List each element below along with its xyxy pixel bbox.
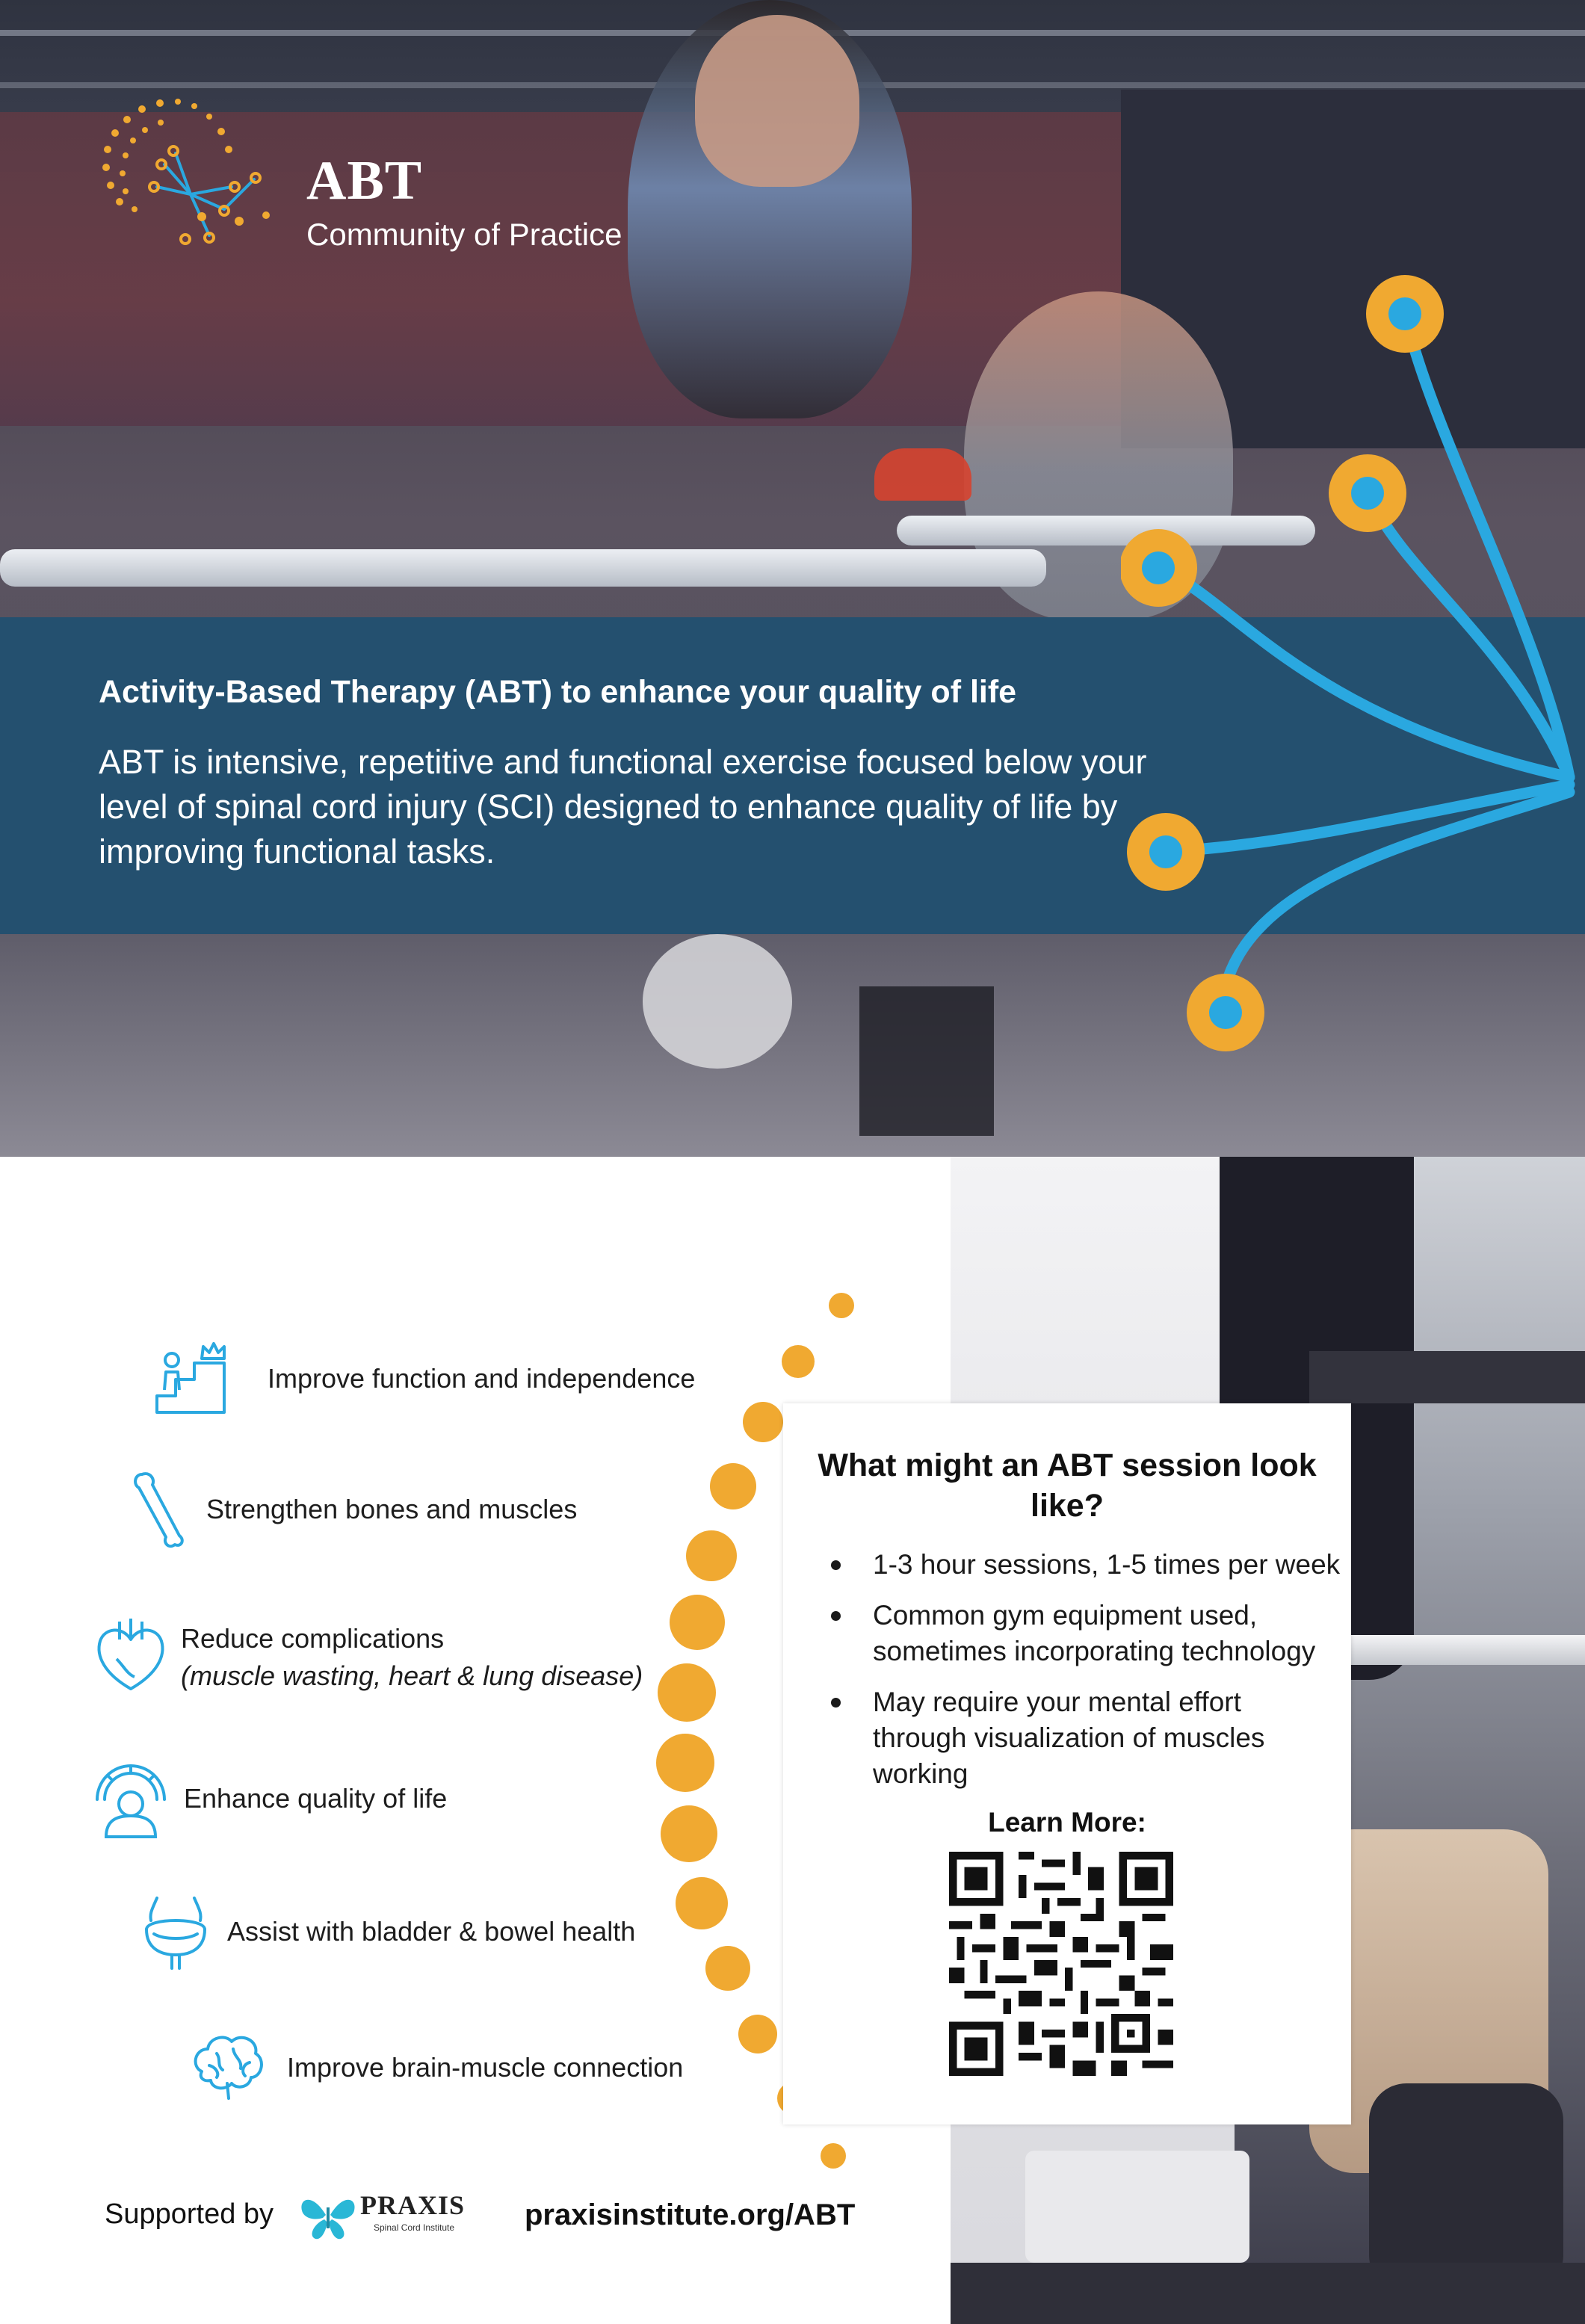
bone-icon xyxy=(120,1468,202,1551)
arc-dot xyxy=(656,1734,714,1792)
benefit-label: Reduce complications xyxy=(181,1623,445,1654)
benefit-label: Improve brain-muscle connection xyxy=(287,2052,684,2083)
abt-logo-icon xyxy=(90,90,299,276)
benefit-item xyxy=(120,1468,577,1551)
arc-dot xyxy=(661,1805,717,1862)
foot-strap xyxy=(1369,2083,1563,2293)
banner-heading: Activity-Based Therapy (ABT) to enhance your quality of life xyxy=(99,674,1017,710)
harness-strap xyxy=(1309,1351,1585,1403)
banner-body: ABT is intensive, repetitive and functional exercise focused below your level of spinal cord injury (SCI) designed to enhance quality of life by improving functional tasks. xyxy=(99,743,1147,871)
red-button xyxy=(874,448,971,501)
knee-pad xyxy=(643,934,792,1069)
arc-dot xyxy=(658,1663,716,1722)
session-card xyxy=(783,1403,1351,2124)
stairs-crown-icon xyxy=(149,1338,232,1420)
logo-subtitle: Community of Practice xyxy=(306,217,622,252)
arc-dot xyxy=(686,1530,737,1581)
session-list-item: Common gym equipment used, sometimes incorporating technology xyxy=(810,1598,1341,1669)
learn-more-label: Learn More: xyxy=(988,1807,1146,1838)
arc-dot xyxy=(738,2015,777,2053)
benefit-label: Enhance quality of life xyxy=(184,1783,448,1814)
benefit-label: Assist with bladder & bowel health xyxy=(227,1916,636,1947)
sponsor-tagline: Spinal Cord Institute xyxy=(374,2222,455,2233)
benefit-item xyxy=(135,1891,635,1973)
session-title: What might an ABT session look like? xyxy=(818,1447,1317,1524)
arc-dot xyxy=(710,1463,756,1509)
person-gauge-icon xyxy=(90,1758,172,1840)
benefit-sublabel: (muscle wasting, heart & lung disease) xyxy=(181,1660,643,1691)
benefit-item xyxy=(149,1338,695,1420)
website-link[interactable]: praxisinstitute.org/ABT xyxy=(525,2198,856,2231)
brain-icon xyxy=(187,2027,269,2109)
arc-dot xyxy=(676,1877,728,1929)
logo-title: ABT xyxy=(306,150,423,211)
leg-brace xyxy=(859,986,994,1136)
benefit-item xyxy=(90,1758,447,1840)
bladder-icon xyxy=(135,1891,217,1973)
parallel-bar xyxy=(0,549,1046,587)
step-block xyxy=(1025,2151,1249,2263)
benefit-label: Strengthen bones and muscles xyxy=(206,1494,578,1524)
neuron-graphic xyxy=(1121,254,1585,1076)
arc-dot xyxy=(829,1293,854,1318)
session-list-item: 1-3 hour sessions, 1-5 times per week xyxy=(810,1547,1341,1583)
arc-dot xyxy=(821,2143,846,2169)
patient-face xyxy=(695,15,859,187)
treadmill-floor xyxy=(951,2263,1585,2324)
session-list-item: May require your mental effort through visualization of muscles working xyxy=(810,1684,1341,1792)
session-list xyxy=(810,1547,1341,1807)
arc-dot xyxy=(705,1946,750,1991)
benefit-label: Improve function and independence xyxy=(268,1363,696,1394)
heart-icon xyxy=(90,1614,172,1696)
arc-dot xyxy=(670,1595,725,1650)
arc-dot xyxy=(743,1402,783,1442)
benefit-text-group xyxy=(172,1614,643,1692)
benefit-item xyxy=(90,1614,643,1696)
sponsor-name: PRAXIS xyxy=(360,2190,466,2220)
arc-dot xyxy=(782,1345,815,1378)
qr-code[interactable] xyxy=(949,1852,1173,2076)
benefit-item xyxy=(187,2027,683,2109)
supported-by-label: Supported by xyxy=(105,2198,274,2230)
